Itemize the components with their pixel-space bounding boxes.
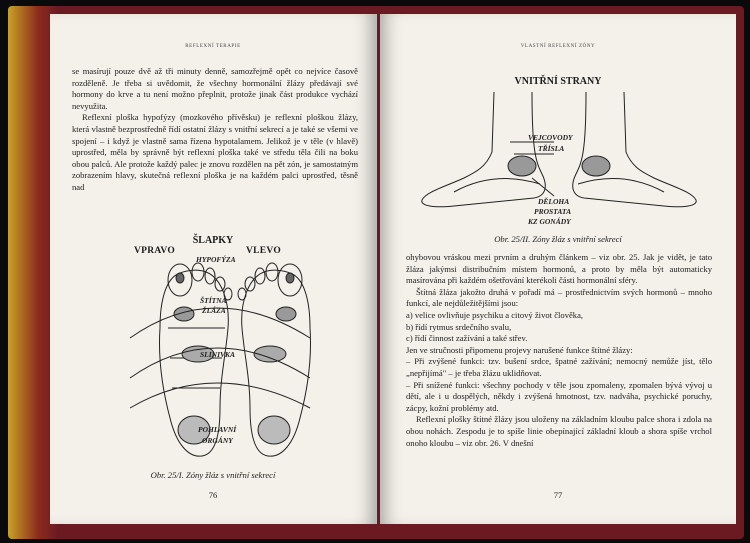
label-prostata: PROSTATA [534, 207, 572, 216]
right-paragraph-4: Reflexní plošky štítné žlázy jsou uloženy na základním kloubu palce shora i zdola na obou nohách. Zespodu je to spíše linie obepínající základní kloub a shora spíše vrchol onoho kloubu – viz obr. 26. V dnešní [406, 414, 712, 448]
label-vlevo: VLEVO [246, 246, 282, 256]
figure-title-vnitrni: VNITŘNÍ STRANY [514, 76, 602, 87]
function-list [406, 310, 712, 345]
list-item: c) řídí činnost zažívání a také střev. [406, 333, 528, 344]
page-number-right: 77 [553, 490, 563, 500]
running-head-right: VLASTNÍ REFLEXNÍ ZÓNY [520, 44, 596, 49]
right-paragraph-3: Jen ve stručnosti připomenu projevy narušené funkce štítné žlázy: [406, 344, 633, 355]
label-pohlavni-1: POHLAVNÍ [198, 425, 237, 434]
left-text-block [72, 66, 358, 194]
right-paragraph-1: ohybovou vráskou mezi prvním a druhým článkem – viz obr. 25. Jak je vidět, je tato žláza jakýmsi distribučním místem hormonů, a proto by měla být automaticky masírována při každém ošetřování kterékoli části hormonální sféry. [406, 252, 712, 286]
left-paragraph-1: se masírují pouze dvě až tři minuty denně, samozřejmě opět co nejvíce časově rozděleně. Je třeba si uvědomit, že všechny hormonální žlázy předávají své hormony do krve a tu není možno přeplnit, protože jinak část produkce vychází nevyužita. [72, 66, 358, 111]
label-vejcovody: VEJCOVODY [528, 133, 573, 142]
figure-caption-left: Obr. 25/I. Zóny žláz s vnitřní sekrecí [150, 470, 276, 480]
list-item: a) velice ovlivňuje psychiku a citový život člověka, [406, 309, 584, 320]
left-page [50, 14, 377, 524]
label-trisla: TŘÍSLA [538, 144, 565, 153]
list-item: b) řídí rytmus srdečního svalu, [406, 321, 512, 332]
label-vpravo: VPRAVO [134, 246, 176, 256]
dash-item-increased: – Při zvýšené funkci: tzv. bušení srdce, špatné zažívání; nemocný nemůže jíst, tělo „nepřijímá" – je třeba žlázu uklidňovat. [406, 356, 712, 378]
left-paragraph-2: Reflexní ploška hypofýzy (mozkového přívěsku) je reflexní ploškou žlázy, která vlastně bezprostředně řídí ostatní žlázy s vnitřní sekrecí a je také se všemi ve spojení – i když je vlastně sama řízena hypotalamem. Jelikož je v těle (v hlavě) uprostřed, měla by správně být reflexní ploška také ve středu těla čili na boku obou palců. Ale protože každý palec je znovu rozdělen na pět zón, je samostatným zobrazením hlavy, skutečná reflexní ploška je na každém palci uprostřed, těsně nad [72, 112, 358, 192]
label-slinivka: SLINIVKA [200, 350, 236, 359]
figure-title-slapky: ŠLAPKY [192, 235, 234, 246]
dash-item-decreased: – Při snížené funkci: všechny pochody v těle jsou zpomaleny, zpomalen bývá vývoj u dětí, ale i u dospělých, někdy i zvýšená hmotnost, tzv. nadváha, psychické poruchy, zácpy, kožní problémy atd. [406, 379, 712, 413]
label-deloha: DĚLOHA [538, 197, 570, 206]
page-number-left: 76 [208, 490, 218, 500]
label-hypofyza: HYPOFÝZA [196, 255, 236, 264]
label-stitna-1: ŠTÍTNÁ [200, 296, 227, 305]
figure-caption-right: Obr. 25/II. Zóny žláz s vnitřní sekrecí [494, 234, 622, 244]
right-paragraph-2: Štítná žláza jakožto druhá v pořadí má – prostřednictvím svých hormonů – mnoho funkcí, ale nejdůležitějšími jsou: [406, 286, 712, 309]
right-text-block [406, 252, 712, 449]
label-stitna-2: ŽLÁZA [202, 306, 226, 315]
running-head-left: REFLEXNÍ TERAPIE [185, 44, 241, 49]
label-kz-gonady: KZ GONÁDY [528, 217, 571, 226]
label-pohlavni-2: ORGÁNY [202, 436, 233, 445]
right-page [380, 14, 736, 524]
